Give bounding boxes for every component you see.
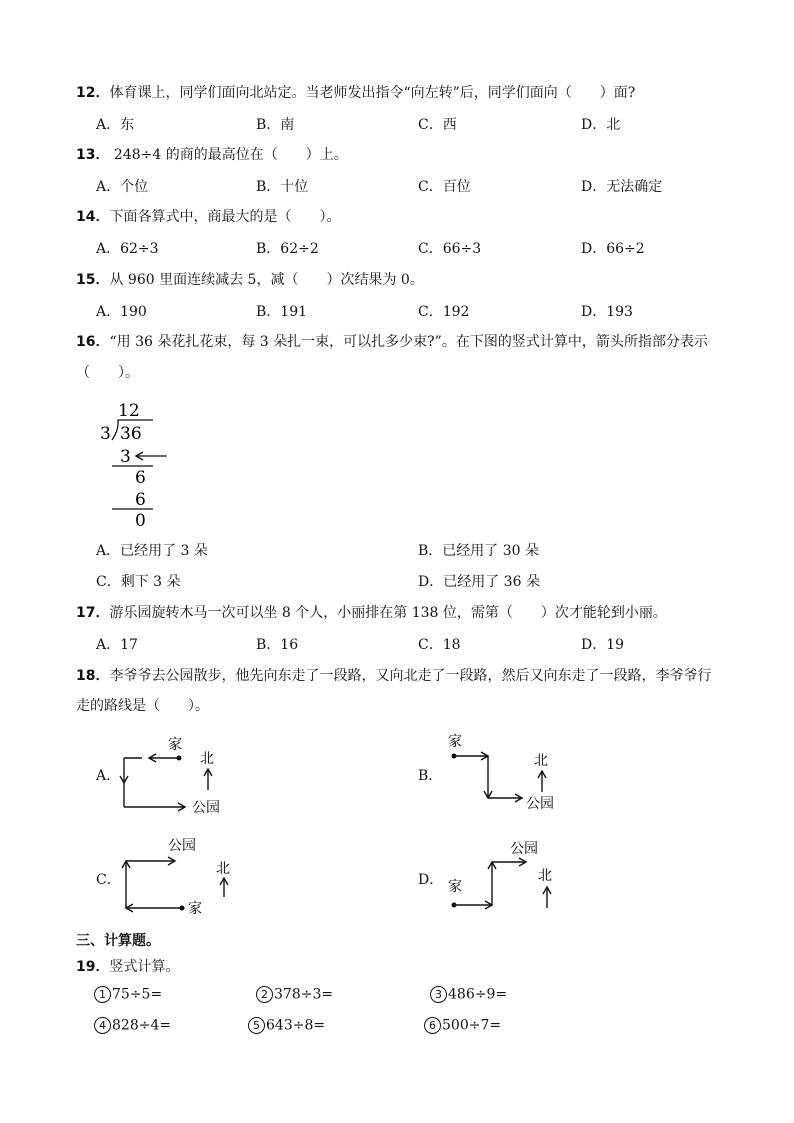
question-13 [76,144,348,164]
calc-item-6 [424,1017,501,1034]
option-b[interactable]: B．62÷2 [256,241,319,257]
dividend: 36 [120,424,142,444]
option-b[interactable]: B．16 [256,637,299,653]
circled-number: 1 [94,986,111,1003]
question-text: 竖式计算。 [109,959,180,975]
option-a[interactable]: A．东 [96,117,135,133]
home-label: 家 [168,737,182,753]
option-b[interactable]: B．十位 [256,179,309,195]
question-15 [76,269,424,289]
question-text-continued: 走的路线是（ ）。 [76,698,209,714]
park-label: 公园 [526,796,554,812]
option-d[interactable]: D．已经用了 36 朵 [418,574,540,590]
question-number: 14． [76,209,110,225]
calc-item-5 [248,1017,325,1034]
question-text: 李爷爷去公园散步，他先向东走了一段路，又向北走了一段路，然后又向东走了一段路，李爷爷行 [109,668,712,684]
question-number: 15． [76,272,110,288]
option-c[interactable]: C．剩下 3 朵 [96,574,181,590]
circled-number: 4 [94,1017,111,1034]
question-text: 体育课上，同学们面向北站定。当老师发出指令“向左转”后，同学们面向（ ）面? [109,85,636,101]
option-a[interactable]: A．个位 [96,179,149,195]
circled-number: 2 [256,986,273,1003]
north-label: 北 [534,753,548,769]
north-label: 北 [538,868,552,884]
question-number: 16． [76,334,110,350]
option-c[interactable]: C．18 [418,637,461,653]
option-b[interactable]: B．南 [256,117,295,133]
option-c[interactable]: C．西 [418,117,457,133]
question-number: 13． [76,147,110,163]
question-number: 19． [76,959,110,975]
option-c[interactable]: C． [96,872,121,888]
quotient: 12 [118,401,140,421]
calc-expression: 500÷7= [442,1017,502,1034]
north-label: 北 [200,751,214,767]
calc-expression: 378÷3= [274,986,334,1003]
home-dot-icon [180,906,185,911]
option-a[interactable]: A．190 [96,304,147,320]
route-diagram-d[interactable] [440,834,570,919]
question-text: 从 960 里面连续减去 5，减（ ）次结果为 0。 [109,272,424,288]
option-d[interactable]: D．193 [581,304,633,320]
option-c[interactable]: C．百位 [418,179,471,195]
question-number: 18． [76,668,110,684]
circled-number: 6 [424,1017,441,1034]
question-14 [76,206,340,226]
question-text: 248÷4 的商的最高位在（ ）上。 [109,147,348,163]
circled-number: 3 [430,986,447,1003]
calc-expression: 486÷9= [448,986,508,1003]
home-label: 家 [448,734,462,750]
question-19 [76,956,179,976]
park-label: 公园 [510,841,538,857]
route-diagram-b[interactable] [440,728,570,818]
calc-expression: 643÷8= [266,1017,326,1034]
option-d[interactable]: D． [418,872,444,888]
north-label: 北 [216,861,230,877]
section-title: 三、计算题。 [76,933,160,949]
option-c[interactable]: C．192 [418,304,470,320]
question-16 [76,331,708,351]
remainder: 0 [135,511,146,531]
circled-number: 5 [248,1017,265,1034]
option-b[interactable]: B． [418,768,443,784]
calc-item-2 [256,986,333,1003]
question-text: 游乐园旋转木马一次可以坐 8 个人，小丽排在第 138 位，需第（ ）次才能轮到小丽。 [109,605,667,621]
question-number: 12． [76,85,110,101]
option-b[interactable]: B．191 [256,304,308,320]
option-d[interactable]: D．66÷2 [581,241,645,257]
home-label: 家 [188,901,202,917]
home-label: 家 [448,879,462,895]
question-12 [76,82,635,102]
option-a[interactable]: A．已经用了 3 朵 [96,543,208,559]
park-label: 公园 [192,800,220,816]
calc-item-1 [94,986,162,1003]
subtract-step-1: 3 [120,447,131,467]
subtract-step-3: 6 [135,490,146,510]
option-a[interactable]: A．17 [96,637,138,653]
calc-expression: 75÷5= [112,986,163,1003]
long-division-diagram [90,396,180,532]
question-number: 17． [76,605,110,621]
calc-expression: 828÷4= [112,1017,172,1034]
park-label: 公园 [168,838,196,854]
calc-item-4 [94,1017,171,1034]
question-18 [76,665,711,685]
divisor: 3 [100,424,111,444]
option-d[interactable]: D．19 [581,637,625,653]
question-17 [76,602,667,622]
subtract-step-2: 6 [135,468,146,488]
option-b[interactable]: B．已经用了 30 朵 [418,543,540,559]
route-diagram-a[interactable] [112,732,237,817]
option-a[interactable]: A．62÷3 [96,241,159,257]
question-text: 下面各算式中，商最大的是（ ）。 [109,209,341,225]
option-a[interactable]: A． [96,768,121,784]
question-text-continued: （ ）。 [76,365,139,381]
question-text: “用 36 朵花扎花束，每 3 朵扎一束，可以扎多少束?”。在下图的竖式计算中，箭头所指部分表示 [109,334,708,350]
option-d[interactable]: D．北 [581,117,621,133]
calc-item-3 [430,986,507,1003]
option-d[interactable]: D．无法确定 [581,179,663,195]
route-diagram-c[interactable] [112,833,237,918]
option-c[interactable]: C．66÷3 [418,241,482,257]
